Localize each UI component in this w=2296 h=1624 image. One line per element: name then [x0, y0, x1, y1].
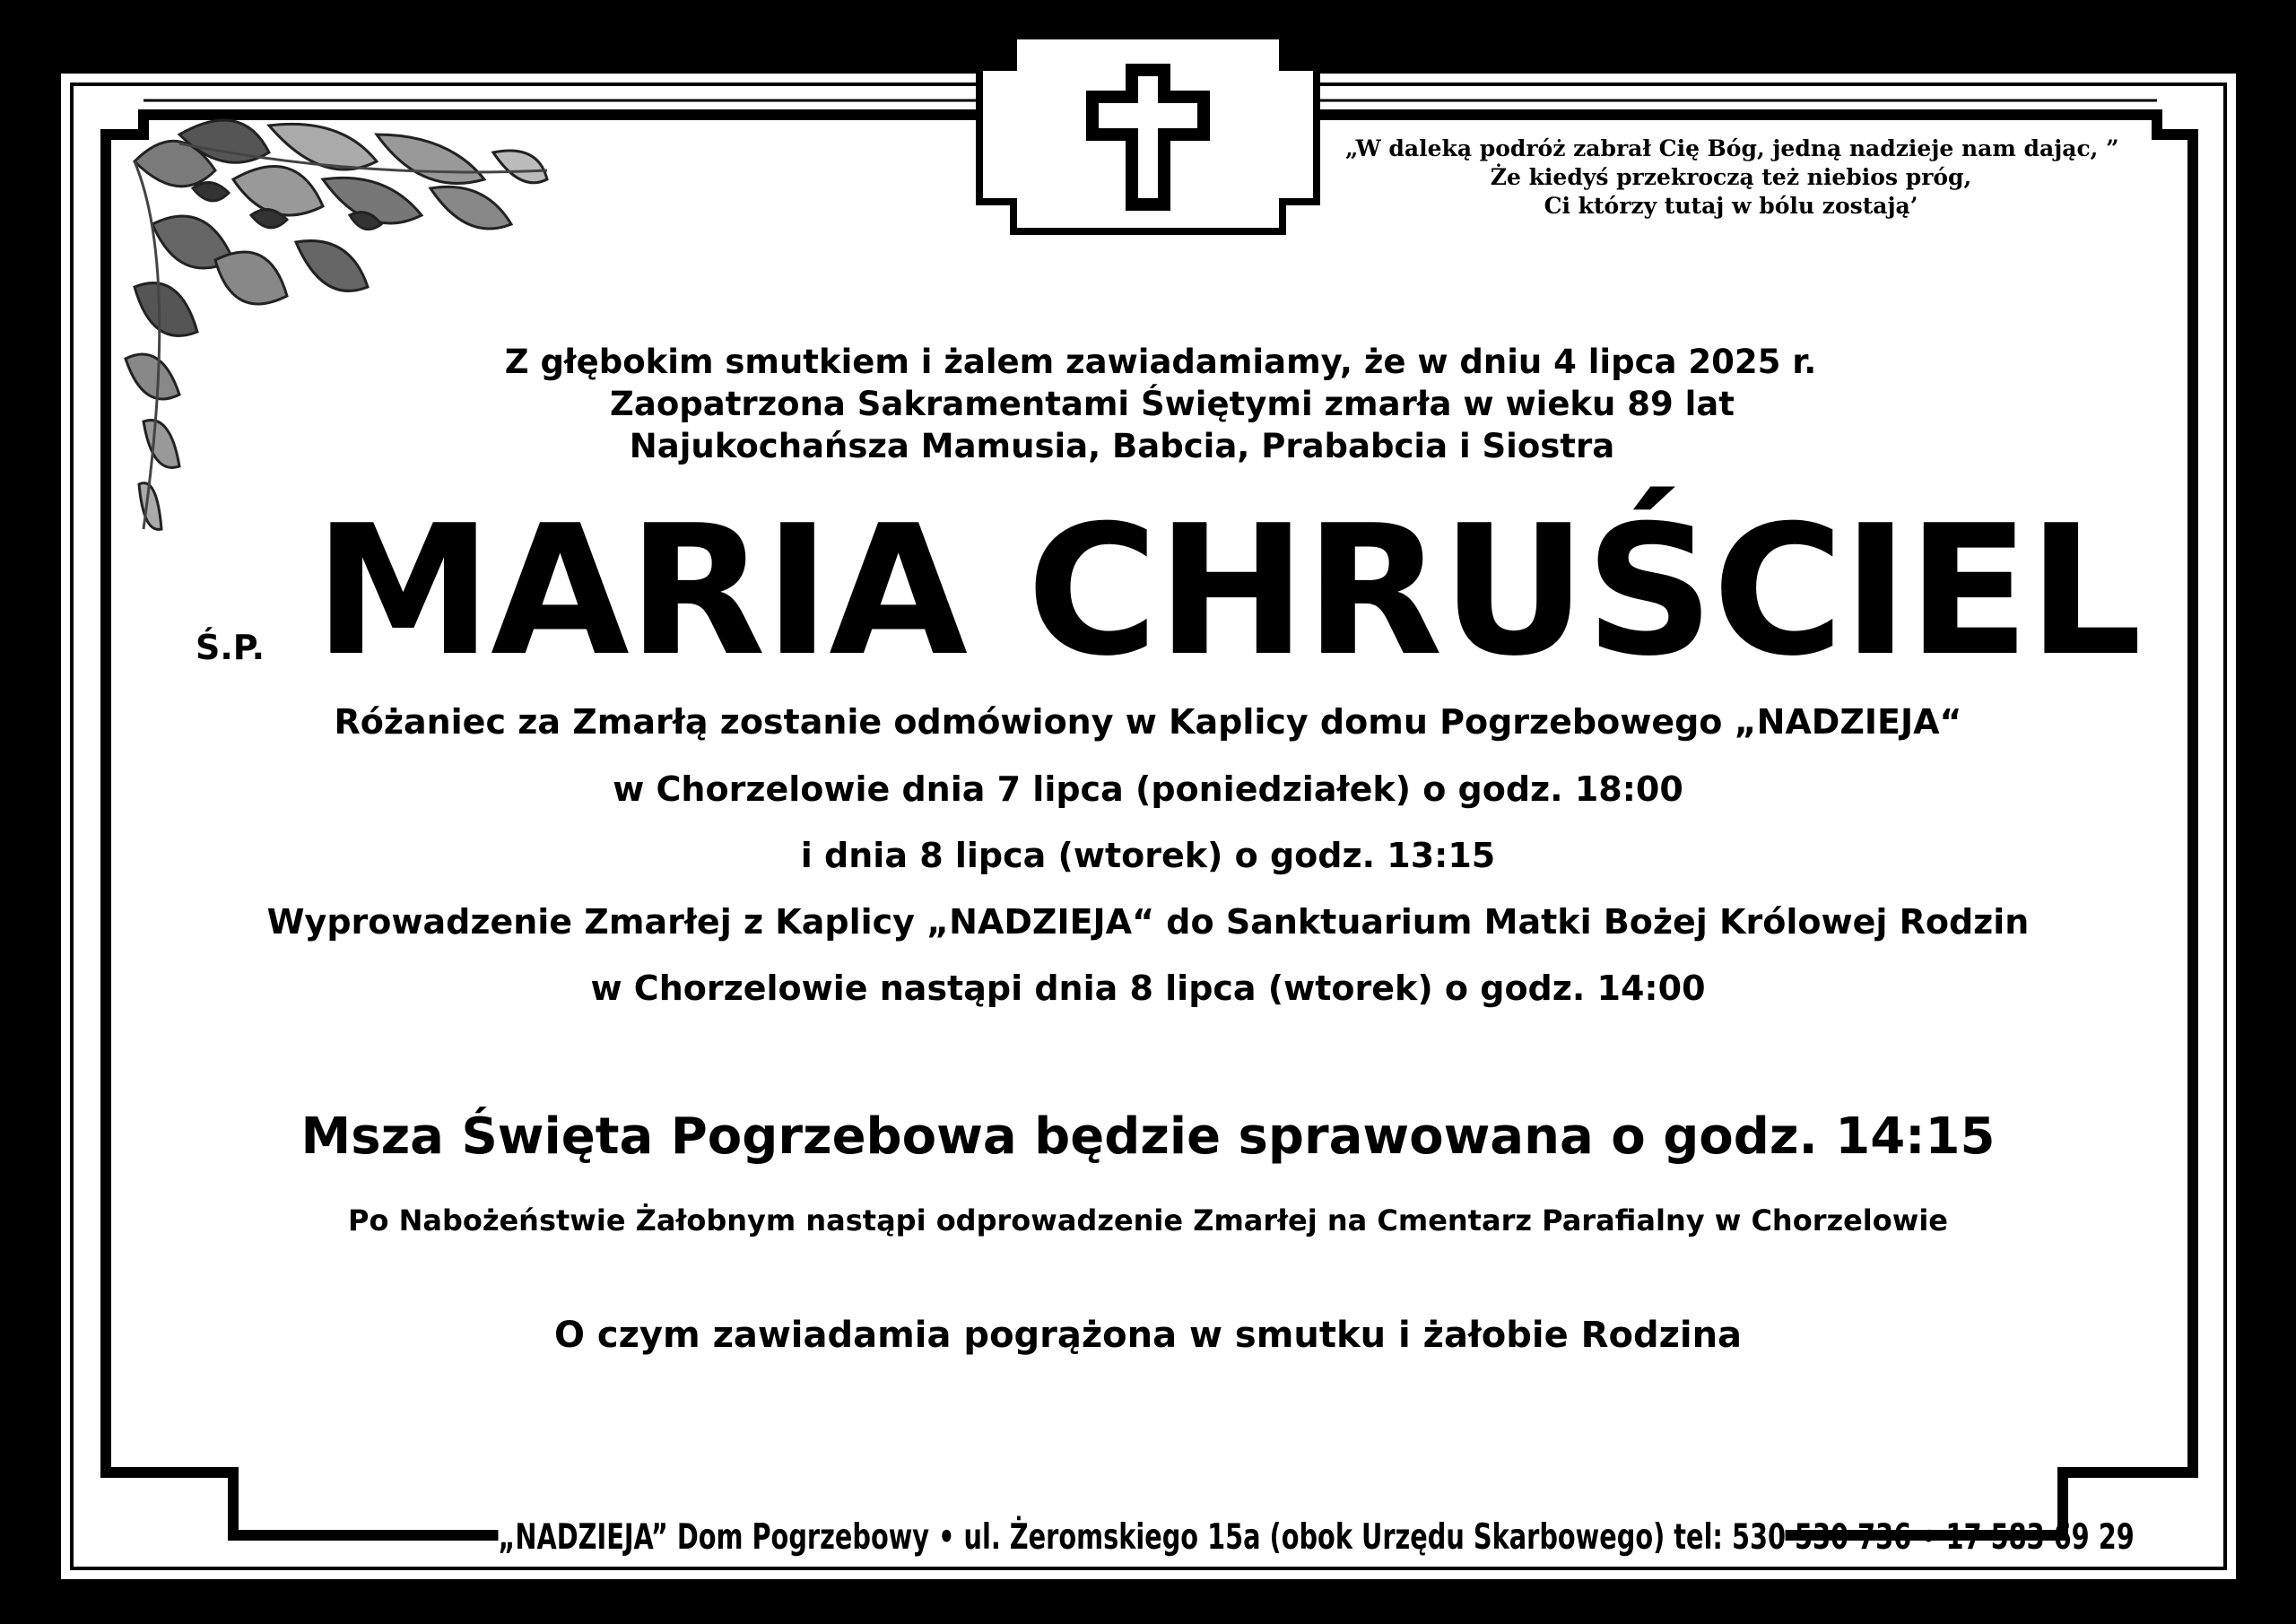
poem-line-1: „W daleką podróż zabrał Cię Bóg, jedną nadzieje nam dając, ”	[1345, 135, 2119, 161]
ceremony-line-1: Różaniec za Zmarłą zostanie odmówiony w Kaplicy domu Pogrzebowego „NADZIEJA“	[334, 702, 1962, 742]
mass-announcement: Msza Święta Pogrzebowa będzie sprawowana o godz. 14:15	[300, 1107, 1996, 1166]
intro-line-1: Z głębokim smutkiem i żalem zawiadamiamy, że w dniu 4 lipca 2025 r.	[504, 343, 1817, 381]
poem-quote	[1345, 135, 2117, 221]
after-service-text: Po Nabożeństwie Żałobnym nastąpi odprowadzenie Zmarłej na Cmentarz Parafialny w Chorzelowie	[348, 1203, 1948, 1238]
deceased-name: MARIA CHRUŚCIEL	[314, 487, 2141, 696]
deceased-prefix: Ś.P.	[196, 628, 265, 667]
poem-line-2: Że kiedyś przekroczą też niebios próg,	[1490, 164, 1972, 190]
poem-line-3: Ci którzy tutaj w bólu zostają’	[1544, 193, 1918, 219]
family-signature: O czym zawiadamia pogrążona w smutku i żałobie Rodzina	[553, 1315, 1743, 1356]
intro-line-3: Najukochańsza Mamusia, Babcia, Prababcia i Siostra	[629, 427, 1615, 465]
ceremony-line-4: Wyprowadzenie Zmarłej z Kaplicy „NADZIEJA“ do Sanktuarium Matki Bożej Królowej Rodzin	[266, 902, 2030, 942]
ceremony-line-5: w Chorzelowie nastąpi dnia 8 lipca (wtorek) o godz. 14:00	[590, 968, 1706, 1008]
ceremony-line-2: w Chorzelowie dnia 7 lipca (poniedziałek) o godz. 18:00	[613, 769, 1683, 809]
intro-text	[0, 341, 2296, 467]
ceremony-line-3: i dnia 8 lipca (wtorek) o godz. 13:15	[800, 836, 1496, 875]
intro-line-2: Zaopatrzona Sakramentami Świętymi zmarła w wieku 89 lat	[610, 385, 1735, 423]
funeral-home-footer: „NADZIEJA” Dom Pogrzebowy • ul. Żeromskiego 15a (obok Urzędu Skarbowego) tel: 530 530 736 • 17 583 69 29	[499, 1515, 1786, 1560]
